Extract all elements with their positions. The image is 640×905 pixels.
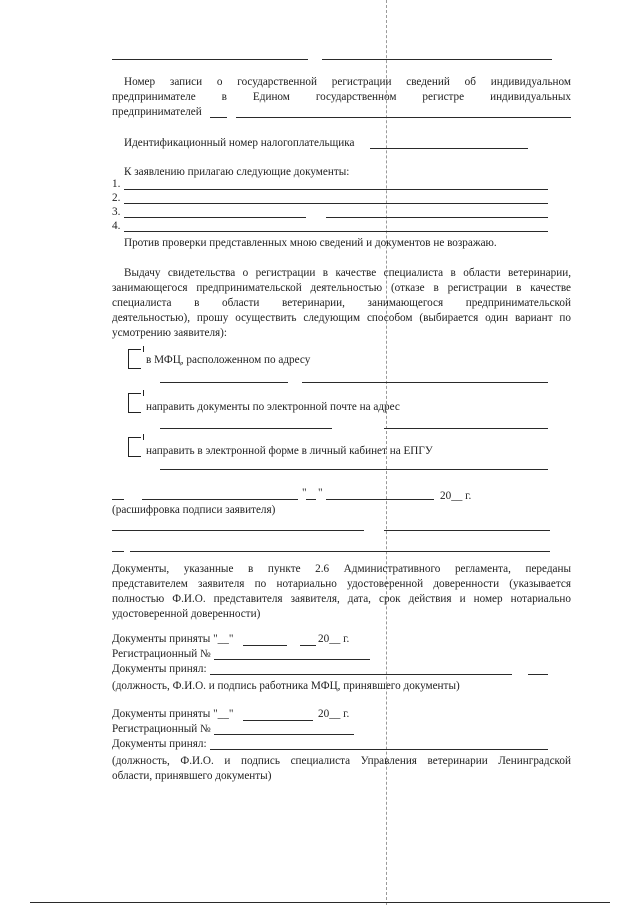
signature-year: 20__ г. (440, 490, 472, 502)
signature-caption: (расшифровка подписи заявителя) (112, 504, 276, 516)
representative-line4: удостоверенной доверенности) (112, 608, 261, 620)
email-address-field-right[interactable] (384, 428, 548, 429)
signature-extra-line-right (384, 530, 550, 531)
applicant-name-field[interactable] (142, 499, 298, 500)
separator-line (130, 551, 550, 552)
mfc-accepted-by-field-short[interactable] (528, 674, 548, 675)
page-bottom-edge (30, 902, 610, 903)
document-item-2-number: 2. (112, 192, 121, 204)
document-item-1-field[interactable] (124, 189, 548, 190)
vet-reg-number-label: Регистрационный № (112, 723, 211, 735)
signature-extra-line-left (112, 530, 364, 531)
document-item-1-number: 1. (112, 178, 121, 190)
delivery-paragraph-line4: деятельностью), прошу осуществить следующим способом (выбирается один вариант по (112, 312, 571, 324)
vet-caption-line1: (должность, Ф.И.О. и подпись специалиста Управления ветеринарии Ленинградской (112, 755, 571, 767)
mfc-accepted-by-field[interactable] (210, 674, 512, 675)
option-email-label: направить документы по электронной почте на адрес (146, 401, 400, 413)
mfc-accepted-by-label: Документы принял: (112, 663, 207, 675)
vet-accepted-date-label: Документы приняты "__" (112, 708, 234, 720)
document-item-3-field-right[interactable] (326, 217, 548, 218)
inn-label: Идентификационный номер налогоплательщика (124, 137, 355, 149)
no-objection-statement: Против проверки представленных мною сведений и документов не возражаю. (124, 237, 497, 249)
mfc-accepted-extra-field[interactable] (300, 645, 316, 646)
document-item-4-field[interactable] (124, 231, 548, 232)
vet-reg-number-field[interactable] (214, 734, 354, 735)
mfc-reg-number-label: Регистрационный № (112, 648, 211, 660)
mfc-address-field-left[interactable] (160, 382, 288, 383)
top-line-right (322, 59, 552, 60)
date-quote-close: " (318, 487, 323, 499)
vet-accepted-by-field[interactable] (210, 749, 548, 750)
registration-record-line2: предпринимателе в Едином государственном регистре индивидуальных (112, 91, 571, 103)
separator-short (112, 551, 124, 552)
delivery-paragraph-line2: занимающегося предпринимательской деятельностью (отказе в регистрации в качестве (112, 282, 571, 294)
vet-accepted-month-field[interactable] (243, 720, 313, 721)
registration-record-line3: предпринимателей (112, 106, 202, 118)
option-mfc-label: в МФЦ, расположенном по адресу (146, 354, 311, 366)
documents-intro: К заявлению прилагаю следующие документы: (124, 166, 350, 178)
inn-field[interactable] (370, 148, 528, 149)
option-mfc-checkbox[interactable] (128, 349, 141, 369)
registration-line-short (210, 117, 227, 118)
document-item-4-number: 4. (112, 220, 121, 232)
mfc-caption: (должность, Ф.И.О. и подпись работника МФЦ, принявшего документы) (112, 680, 460, 692)
document-item-2-field[interactable] (124, 203, 548, 204)
option-epgu-label: направить в электронной форме в личный кабинет на ЕПГУ (146, 445, 433, 457)
mfc-accepted-year: 20__ г. (318, 633, 350, 645)
vet-caption-line2: области, принявшего документы) (112, 770, 272, 782)
option-epgu-checkbox[interactable] (128, 437, 141, 457)
date-day-field[interactable] (306, 499, 316, 500)
document-item-3-number: 3. (112, 206, 121, 218)
mfc-accepted-date-label: Документы приняты "__" (112, 633, 234, 645)
representative-line2: представителем заявителя по нотариально удостоверенной доверенности (указывается (112, 578, 571, 590)
email-address-field-left[interactable] (160, 428, 332, 429)
signature-line-short (112, 499, 124, 500)
vet-accepted-year: 20__ г. (318, 708, 350, 720)
option-email-checkbox[interactable] (128, 393, 141, 413)
representative-line3: полностью Ф.И.О. представителя заявителя, дата, срок действия и номер нотариально (112, 593, 571, 605)
delivery-paragraph-line1: Выдачу свидетельства о регистрации в качестве специалиста в области ветеринарии, (124, 267, 571, 279)
vet-accepted-by-label: Документы принял: (112, 738, 207, 750)
registration-record-line1: Номер записи о государственной регистрации сведений об индивидуальном (124, 76, 571, 88)
document-item-3-field-left[interactable] (124, 217, 306, 218)
mfc-address-field-right[interactable] (302, 382, 548, 383)
representative-line1: Документы, указанные в пункте 2.6 Административного регламента, переданы (112, 563, 571, 575)
delivery-paragraph-line3: специалиста в области ветеринарии, занимающегося предпринимательской (112, 297, 571, 309)
epgu-field[interactable] (160, 469, 548, 470)
date-quote-open: " (302, 487, 307, 499)
delivery-paragraph-line5: усмотрению заявителя): (112, 327, 228, 339)
top-line-left (112, 59, 308, 60)
registration-number-field[interactable] (236, 117, 571, 118)
mfc-reg-number-field[interactable] (214, 659, 370, 660)
mfc-accepted-month-field[interactable] (243, 645, 287, 646)
date-month-field[interactable] (326, 499, 434, 500)
